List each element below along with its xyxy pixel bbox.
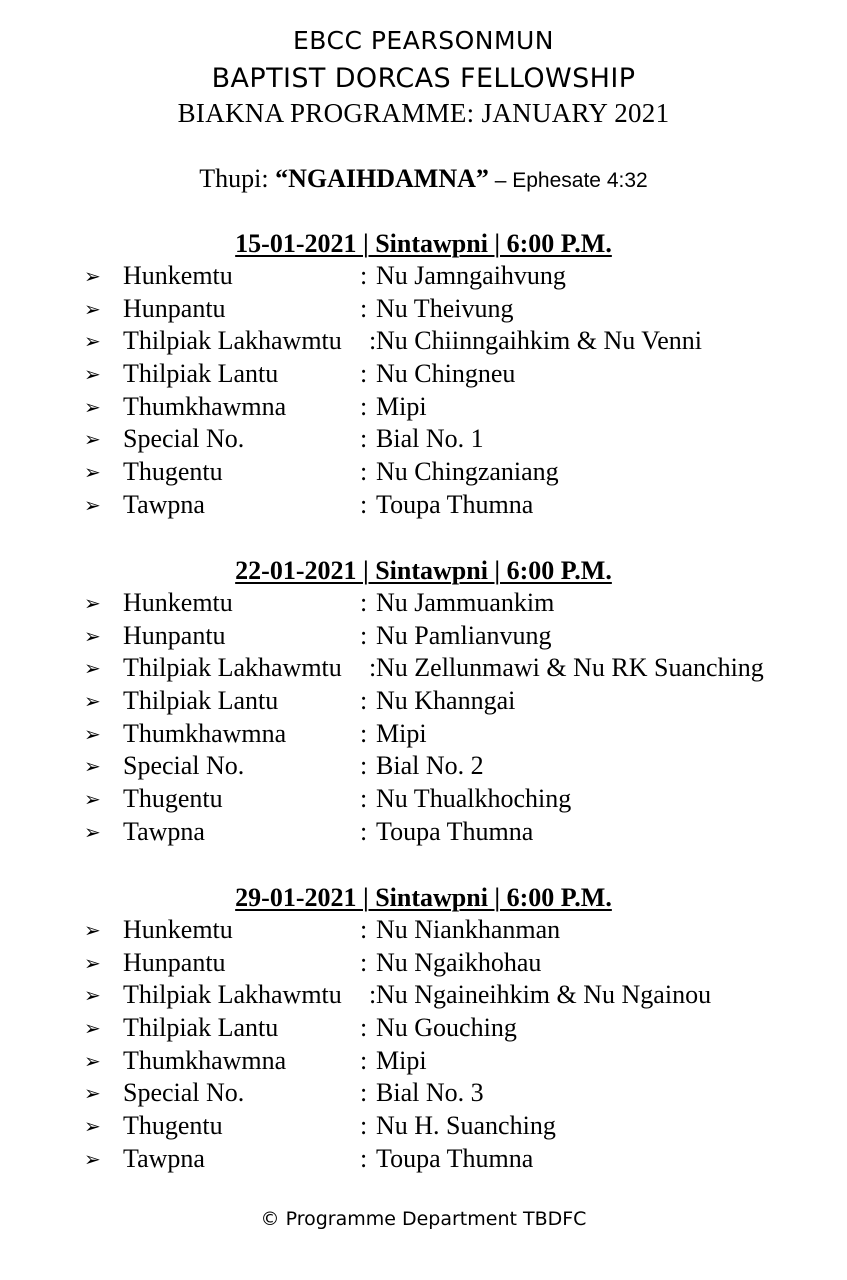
role-label: Thilpiak Lantu — [123, 1013, 279, 1043]
assignee: Nu Pamlianvung — [376, 620, 552, 650]
arrow-bullet-icon: ➢ — [84, 819, 101, 844]
assignee: Bial No. 1 — [376, 424, 484, 454]
assignee: Nu H. Suanching — [376, 1111, 556, 1141]
arrow-bullet-icon: ➢ — [84, 329, 101, 354]
role-label: Special No. — [123, 424, 245, 454]
separator: : — [369, 980, 377, 1010]
role-label: Thilpiak Lakhawmtu — [123, 653, 342, 683]
role-label: Thugentu — [123, 784, 223, 814]
separator: : — [360, 947, 368, 977]
theme-word: “NGAIHDAMNA” — [275, 164, 489, 193]
separator: : — [360, 1045, 368, 1075]
list-item — [0, 816, 847, 849]
arrow-bullet-icon: ➢ — [84, 591, 101, 615]
assignee: Nu Thualkhoching — [376, 784, 572, 814]
assignee: Nu Jamngaihvung — [376, 261, 566, 290]
role-label: Thilpiak Lantu — [123, 359, 279, 389]
role-label: Hunkemtu — [123, 588, 233, 617]
separator: : — [360, 718, 368, 748]
arrow-bullet-icon: ➢ — [84, 787, 101, 812]
list-item — [0, 423, 847, 456]
list-item — [0, 1012, 847, 1045]
arrow-bullet-icon: ➢ — [84, 427, 101, 452]
theme-reference: Ephesate 4:32 — [512, 169, 648, 192]
arrow-bullet-icon: ➢ — [84, 754, 101, 779]
assignee: Nu Chingzaniang — [376, 457, 559, 487]
list-item — [0, 587, 847, 620]
role-label: Thugentu — [123, 1111, 223, 1141]
separator: : — [360, 784, 368, 814]
arrow-bullet-icon: ➢ — [84, 950, 101, 975]
footer-credit: © Programme Department TBDFC — [260, 1208, 587, 1230]
list-item — [0, 783, 847, 816]
separator: : — [360, 686, 368, 716]
theme-dash: – — [488, 169, 513, 192]
role-label: Thumkhawmna — [123, 1045, 287, 1075]
separator: : — [360, 816, 368, 846]
role-label: Special No. — [123, 1078, 245, 1108]
section-heading: 15-01-2021 | Sintawpni | 6:00 P.M. — [235, 229, 612, 258]
arrow-bullet-icon: ➢ — [84, 362, 101, 387]
assignee: Nu Ngaikhohau — [376, 947, 542, 977]
assignee: Mipi — [376, 1045, 427, 1075]
separator: : — [360, 1078, 368, 1108]
separator: : — [360, 620, 368, 650]
list-item — [0, 718, 847, 751]
role-label: Thumkhawmna — [123, 718, 287, 748]
list-item — [0, 914, 847, 947]
arrow-bullet-icon: ➢ — [84, 296, 101, 321]
separator: : — [360, 293, 368, 323]
list-item — [0, 325, 847, 358]
programme-title: BIAKNA PROGRAMME: JANUARY 2021 — [177, 98, 670, 128]
separator: : — [360, 588, 368, 617]
theme-line — [0, 164, 847, 194]
assignee: Mipi — [376, 718, 427, 748]
arrow-bullet-icon: ➢ — [84, 656, 101, 681]
list-item — [0, 947, 847, 980]
role-label: Thilpiak Lakhawmtu — [123, 980, 342, 1010]
separator: : — [360, 1143, 368, 1173]
list-item — [0, 1045, 847, 1078]
separator: : — [369, 326, 377, 356]
programme-list — [0, 260, 847, 522]
role-label: Tawpna — [123, 1143, 205, 1173]
theme-label: Thupi: — [199, 164, 276, 193]
assignee: Bial No. 3 — [376, 1078, 484, 1108]
role-label: Thilpiak Lakhawmtu — [123, 326, 342, 356]
arrow-bullet-icon: ➢ — [84, 721, 101, 746]
separator: : — [369, 653, 377, 683]
role-label: Hunpantu — [123, 620, 226, 650]
list-item — [0, 750, 847, 783]
assignee: Nu Theivung — [376, 293, 514, 323]
programme-list — [0, 914, 847, 1176]
section-heading: 29-01-2021 | Sintawpni | 6:00 P.M. — [235, 883, 612, 912]
role-label: Tawpna — [123, 489, 205, 519]
arrow-bullet-icon: ➢ — [84, 394, 101, 419]
arrow-bullet-icon: ➢ — [84, 1114, 101, 1139]
assignee: Nu Ngaineihkim & Nu Ngainou — [376, 980, 712, 1010]
role-label: Hunkemtu — [123, 915, 233, 944]
role-label: Special No. — [123, 751, 245, 781]
assignee: Nu Jammuankim — [376, 588, 555, 617]
assignee: Nu Chingneu — [376, 359, 516, 389]
role-label: Thugentu — [123, 457, 223, 487]
separator: : — [360, 457, 368, 487]
list-item — [0, 358, 847, 391]
arrow-bullet-icon: ➢ — [84, 1081, 101, 1106]
list-item — [0, 685, 847, 718]
role-label: Hunpantu — [123, 947, 226, 977]
separator: : — [360, 391, 368, 421]
separator: : — [360, 1013, 368, 1043]
arrow-bullet-icon: ➢ — [84, 918, 101, 942]
list-item — [0, 620, 847, 653]
separator: : — [360, 751, 368, 781]
assignee: Toupa Thumna — [376, 1143, 534, 1173]
arrow-bullet-icon: ➢ — [84, 460, 101, 485]
list-item — [0, 391, 847, 424]
programme-list — [0, 587, 847, 849]
list-item — [0, 456, 847, 489]
arrow-bullet-icon: ➢ — [84, 264, 101, 288]
arrow-bullet-icon: ➢ — [84, 689, 101, 714]
arrow-bullet-icon: ➢ — [84, 983, 101, 1008]
list-item — [0, 979, 847, 1012]
assignee: Toupa Thumna — [376, 489, 534, 519]
separator: : — [360, 359, 368, 389]
list-item — [0, 1143, 847, 1176]
arrow-bullet-icon: ➢ — [84, 623, 101, 648]
assignee: Nu Zellunmawi & Nu RK Suanching — [376, 653, 764, 683]
section-heading: 22-01-2021 | Sintawpni | 6:00 P.M. — [235, 556, 612, 585]
assignee: Toupa Thumna — [376, 816, 534, 846]
role-label: Hunpantu — [123, 293, 226, 323]
assignee: Nu Chiinngaihkim & Nu Venni — [376, 326, 702, 356]
assignee: Bial No. 2 — [376, 751, 484, 781]
arrow-bullet-icon: ➢ — [84, 1016, 101, 1041]
role-label: Hunkemtu — [123, 261, 233, 290]
assignee: Nu Khanngai — [376, 686, 516, 716]
assignee: Mipi — [376, 391, 427, 421]
separator: : — [360, 424, 368, 454]
list-item — [0, 1110, 847, 1143]
list-item — [0, 260, 847, 293]
arrow-bullet-icon: ➢ — [84, 1048, 101, 1073]
separator: : — [360, 915, 368, 944]
list-item — [0, 652, 847, 685]
assignee: Nu Gouching — [376, 1013, 517, 1043]
list-item — [0, 293, 847, 326]
arrow-bullet-icon: ➢ — [84, 1146, 101, 1171]
role-label: Thumkhawmna — [123, 391, 287, 421]
role-label: Tawpna — [123, 816, 205, 846]
role-label: Thilpiak Lantu — [123, 686, 279, 716]
assignee: Nu Niankhanman — [376, 915, 561, 944]
arrow-bullet-icon: ➢ — [84, 492, 101, 517]
separator: : — [360, 1111, 368, 1141]
list-item — [0, 489, 847, 522]
list-item — [0, 1077, 847, 1110]
separator: : — [360, 261, 368, 290]
fellowship-name: BAPTIST DORCAS FELLOWSHIP — [211, 63, 636, 94]
separator: : — [360, 489, 368, 519]
church-name: EBCC PEARSONMUN — [292, 26, 555, 55]
